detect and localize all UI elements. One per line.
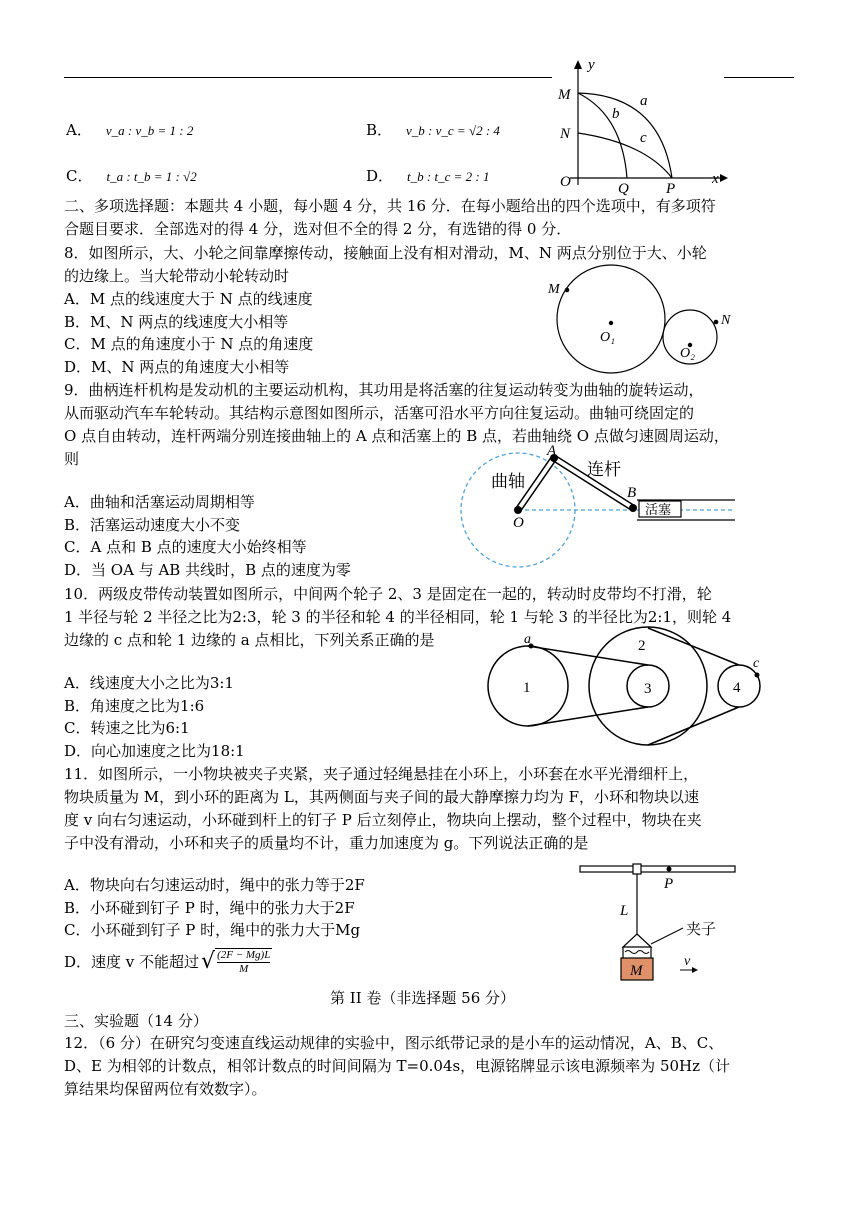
svg-text:O: O <box>513 515 524 531</box>
q10-option-c: C．转速之比为6:1 <box>64 719 190 737</box>
q9-option-c: C．A 点和 B 点的速度大小始终相等 <box>64 538 307 556</box>
header-rule-right <box>724 77 794 78</box>
q12-line-3: 算结果均保留两位有效数字）。 <box>64 1080 267 1098</box>
svg-text:O₂: O₂ <box>680 346 695 361</box>
ring-clip-figure <box>575 862 745 987</box>
svg-text:L: L <box>620 903 629 919</box>
q9-stem-3: O 点自由转动，连杆两端分别连接曲轴上的 A 点和活塞上的 B 点，若曲轴绕 O 点做匀速圆周运动， <box>64 427 729 445</box>
q10-option-d: D．向心加速度之比为18:1 <box>64 742 245 760</box>
crank-mechanism-figure <box>455 445 745 585</box>
q12-line-2: D、E 为相邻的计数点，相邻计数点的时间间隔为 T=0.04s，电源铭牌显示该电源频率为 50Hz（计 <box>64 1057 731 1075</box>
q10-stem-2: 1 半径与轮 2 半径之比为2:3，轮 3 的半径和轮 4 的半径相同，轮 1 与轮 3 的半径比为2:1，则轮 4 <box>64 608 732 626</box>
q9-stem-2: 从而驱动汽车车轮转动。其结构示意图如图所示，活塞可沿水平方向往复运动。曲轴可绕固定的 <box>64 404 695 422</box>
svg-text:a: a <box>524 632 531 647</box>
svg-text:M: M <box>630 963 643 979</box>
q8-option-b: B．M、N 两点的线速度大小相等 <box>64 313 289 331</box>
q10-option-b: B．角速度之比为1:6 <box>64 697 205 715</box>
q11-stem-2: 物块质量为 M，到小环的距离为 L，其两侧面与夹子间的最大静摩擦力均为 F，小环和物块以速 <box>64 788 700 806</box>
prev-choice-b: B． v_b : v_c = √2 : 4 <box>366 121 500 139</box>
header-rule-left <box>64 77 552 78</box>
svg-text:v: v <box>684 954 691 969</box>
q11-option-c: C．小环碰到钉子 P 时，绳中的张力大于Mg <box>64 921 361 939</box>
prev-choice-a: A． v_a : v_b = 1 : 2 <box>66 121 194 139</box>
svg-text:B: B <box>627 485 637 501</box>
q8-stem-1: 8．如图所示，大、小轮之间靠摩擦传动，接触面上没有相对滑动，M、N 两点分别位于大、小轮 <box>64 244 707 262</box>
q8-option-c: C．M 点的角速度小于 N 点的角速度 <box>64 335 314 353</box>
svg-text:M: M <box>548 282 560 297</box>
svg-text:P: P <box>664 876 674 892</box>
q11-option-b: B．小环碰到钉子 P 时，绳中的张力大于2F <box>64 899 355 917</box>
q8-stem-2: 的边缘上。当大轮带动小轮转动时 <box>64 267 290 285</box>
q12-line-1: 12．（6 分）在研究匀变速直线运动规律的实验中，图示纸带记录的是小车的运动情况，A、B、C、 <box>64 1034 724 1052</box>
svg-text:b: b <box>612 106 620 122</box>
q8-option-d: D．M、N 两点的角速度大小相等 <box>64 358 290 376</box>
q11-option-a: A．物块向右匀速运动时，绳中的张力等于2F <box>64 876 365 894</box>
q11-stem-4: 子中没有滑动，小环和夹子的质量均不计，重力加速度为 g。下列说法正确的是 <box>64 834 589 852</box>
svg-text:a: a <box>640 93 648 109</box>
q9-option-b: B．活塞运动速度大小不变 <box>64 516 241 534</box>
prev-choice-d: D． t_b : t_c = 2 : 1 <box>366 167 490 185</box>
svg-text:夹子: 夹子 <box>686 922 717 938</box>
svg-text:3: 3 <box>644 681 652 697</box>
svg-text:N: N <box>560 126 571 142</box>
svg-text:A: A <box>547 443 557 459</box>
trajectory-figure <box>550 55 730 195</box>
q9-stem-1: 9．曲柄连杆机构是发动机的主要运动机构，其功用是将活塞的往复运动转变为曲轴的旋转运动， <box>64 381 704 399</box>
belt-drive-figure <box>485 628 775 743</box>
svg-text:M: M <box>558 87 571 103</box>
q10-option-a: A．线速度大小之比为3:1 <box>64 674 234 692</box>
svg-text:连杆: 连杆 <box>587 460 621 479</box>
svg-text:y: y <box>588 57 595 73</box>
svg-text:O: O <box>560 174 571 190</box>
q8-option-a: A．M 点的线速度大于 N 点的线速度 <box>64 290 313 308</box>
svg-text:O₁: O₁ <box>600 330 615 345</box>
wheels-friction-figure <box>540 265 740 380</box>
q11-stem-3: 度 v 向右匀速运动，小环碰到杆上的钉子 P 后立刻停止，物块向上摆动，整个过程中，物块在夹 <box>64 811 702 829</box>
svg-text:活塞: 活塞 <box>645 502 672 517</box>
svg-text:P: P <box>666 181 676 197</box>
section2-line1: 二、多项选择题：本题共 4 小题，每小题 4 分，共 16 分．在每小题给出的四个选项中，有多项符 <box>64 197 716 215</box>
section2-line2: 合题目要求．全部选对的得 4 分，选对但不全的得 2 分，有选错的得 0 分． <box>64 220 572 238</box>
q9-option-d: D．当 OA 与 AB 共线时，B 点的速度为零 <box>64 561 351 579</box>
q10-stem-1: 10．两级皮带传动装置如图所示，中间两个轮子 2、3 是固定在一起的，转动时皮带均不打滑，轮 <box>64 585 712 603</box>
part2-title: 第 II 卷（非选择题 56 分） <box>330 989 516 1007</box>
q10-stem-3: 边缘的 c 点和轮 1 边缘的 a 点相比，下列关系正确的是 <box>64 631 435 649</box>
q11-stem-1: 11．如图所示，一小物块被夹子夹紧，夹子通过轻绳悬挂在小环上，小环套在水平光滑细杆上， <box>64 765 699 783</box>
q9-option-a: A．曲轴和活塞运动周期相等 <box>64 493 255 511</box>
svg-text:曲轴: 曲轴 <box>491 472 525 491</box>
q9-stem-4: 则 <box>64 450 80 468</box>
q11-option-d: D．速度 v 不能超过√ $\frac{(2F - Mg)L}{M}$ <box>64 949 271 975</box>
svg-text:1: 1 <box>523 680 531 696</box>
svg-text:x: x <box>712 171 719 187</box>
svg-text:N: N <box>721 313 731 328</box>
svg-text:c: c <box>640 130 647 146</box>
svg-text:c: c <box>753 656 760 671</box>
svg-text:2: 2 <box>638 638 646 654</box>
svg-text:4: 4 <box>733 680 741 696</box>
prev-choice-c: C． t_a : t_b = 1 : √2 <box>66 167 197 185</box>
section3-heading: 三、实验题（14 分） <box>64 1012 208 1030</box>
svg-text:Q: Q <box>618 181 629 197</box>
